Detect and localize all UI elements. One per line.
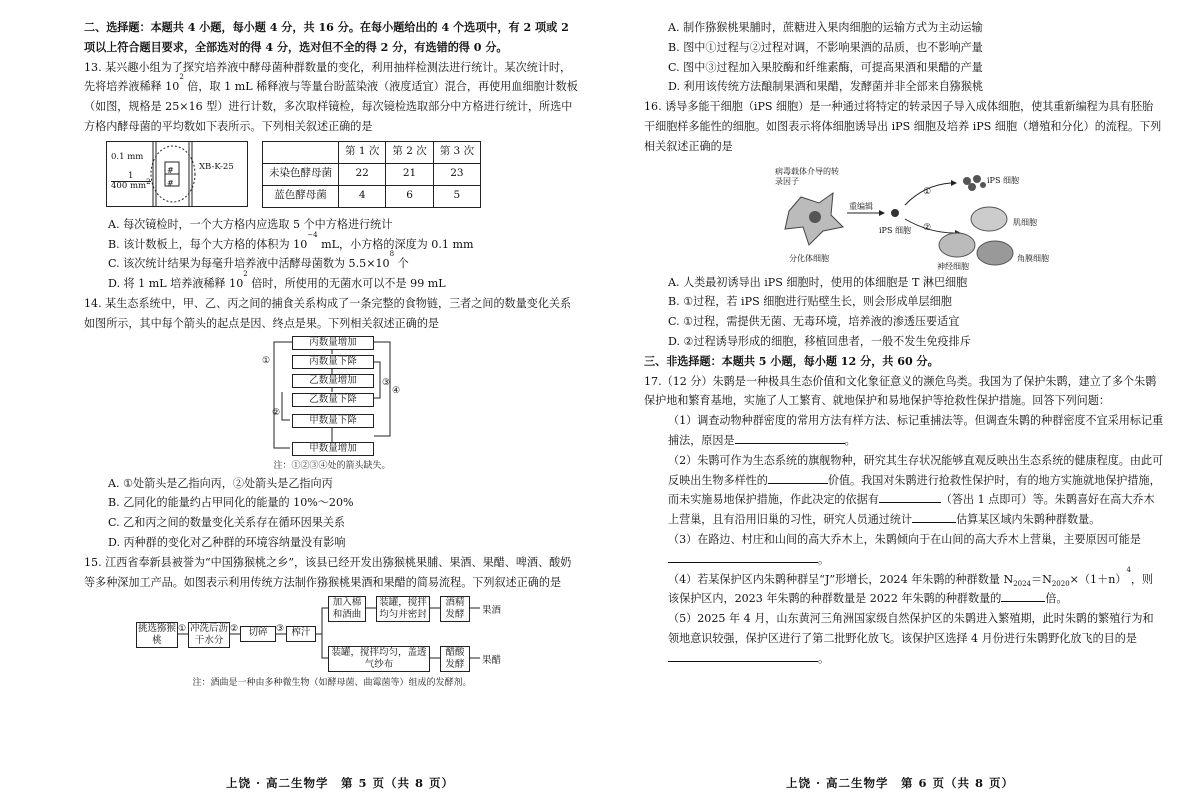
diagram-box: 甲数量增加 xyxy=(292,442,374,456)
q14-option-c: C. 乙和丙之间的数量变化关系存在循环因果关系 xyxy=(108,516,346,530)
chamber-depth: 0.1 mm xyxy=(111,151,144,162)
grid-mark-2: # xyxy=(167,178,174,188)
flow-mark-1: ① xyxy=(178,624,187,635)
label-muscle: 肌细胞 xyxy=(1013,217,1037,227)
q14-stem: 14. 某生态系统中，甲、乙、丙之间的捕食关系构成了一条完整的食物链，三者之间的数量变化关系如图所示，其中每个箭头的起点是因、终点是果。下列相关叙述正确的是 xyxy=(84,296,572,330)
flow-step-gauze: 装罐，搅拌均匀，盖透气纱布 xyxy=(328,646,430,672)
table-cell: 21 xyxy=(386,163,433,185)
chamber-model: XB-K-25 xyxy=(199,161,234,172)
table-cell: 蓝色酵母菌 xyxy=(263,185,339,207)
mark-3: ③ xyxy=(382,377,391,388)
flow-step-chop: 切碎 xyxy=(240,626,276,642)
flow-output-vinegar: 果醋 xyxy=(482,655,502,667)
diagram-box: 丙数量增加 xyxy=(292,336,374,350)
grid-mark-1: # xyxy=(167,165,174,175)
q17-part-4: （4）若某保护区内朱鹮种群呈“J”形增长，2024 年朱鹮的种群数量 $N_{2024}=N_{2020}\times(1+n)^4$，则该保护区内，2023 年朱鹮的种群数量是 2022 年朱鹮的种群数量的 倍。 xyxy=(668,565,1154,606)
flow-mark-3: ③ xyxy=(276,624,285,635)
flow-step-select: 挑选猕猴桃 xyxy=(137,623,176,647)
q14-causal-diagram xyxy=(262,336,402,458)
mark-2: ② xyxy=(272,407,281,418)
mark-4: ④ xyxy=(392,385,401,396)
q14-option-d: D. 丙种群的变化对乙种群的环境容纳量没有影响 xyxy=(108,535,346,549)
q15-option-b: B. 图中①过程与②过程对调，不影响果酒的品质，也不影响产量 xyxy=(668,40,983,54)
process-mark-2: ② xyxy=(923,222,932,233)
table-row xyxy=(263,163,481,185)
flow-step-alcohol: 酒精发酵 xyxy=(440,596,470,622)
q14-option-a: A. ①处箭头是乙指向丙，②处箭头是乙指向丙 xyxy=(108,476,333,490)
q15-flow-diagram xyxy=(132,596,532,674)
q16-option-d: D. ②过程诱导形成的细胞，移植回患者，一般不发生免疫排斥 xyxy=(668,334,971,348)
table-cell: 23 xyxy=(433,163,480,185)
flow-step-acetic: 醋酸发酵 xyxy=(440,646,470,672)
mark-1: ① xyxy=(262,355,271,366)
q17-part-1: （1）调查动物种群密度的常用方法有样方法、标记重捕法等。但调查朱鹮的种群密度不宜采用标记重捕法，原因是 。 xyxy=(668,414,1164,447)
q17-stem: 17.（12 分）朱鹮是一种极具生态价值和文化象征意义的濒危鸟类。我国为了保护朱鹮，建立了多个朱鹮保护地和繁育基地，实施了人工繁育、就地保护和易地保护等抢救性保护措施。回答下列问题： xyxy=(644,374,1157,408)
table-header xyxy=(263,141,339,163)
flow-output-wine: 果酒 xyxy=(482,605,502,617)
q13-stem: 13. 某兴趣小组为了探究培养液中酵母菌种群数量的变化，利用抽样检测法进行统计。某次统计时，先将培养液稀释 $10^2$ 倍，取 1 mL 稀释液与等量台盼蓝染液（液度适宜）混合，再使用血细胞计数板（如图，规格是 25×16 型）进行计数，多次取样镜检，每次镜检选取部分中方格进行统计，所选中方格内酵母菌的平均数如下表所示。下列相关叙述正确的是 xyxy=(84,60,578,133)
q17-part-2: （2）朱鹮可作为生态系统的旗舰物种，研究其生存状况能够直观反映出生态系统的健康程度。由此可反映出生物多样性的 价值。我国对朱鹮进行抢救性保护时，有的地方实施就地保护措施，而未实施易地保护措施，作此决定的依据有 （答出 1 点即可）等。朱鹮喜好在高大乔木上营巢，且有沿用旧巢的习性，研究人员通过统计 估算某区域内朱鹮种群数量。 xyxy=(668,453,1164,527)
table-header: 第 2 次 xyxy=(386,141,433,163)
answer-blank[interactable] xyxy=(735,431,845,444)
flow-step-seal: 装罐，搅拌均匀并密封 xyxy=(376,596,430,622)
table-header-row xyxy=(263,141,481,163)
section-2-title: 二、选择题：本题共 4 小题，每小题 4 分，共 16 分。在每小题给出的 4 个选项中，有 2 项或 2 项以上符合题目要求，全部选对的得 4 分，选对但不全的得 2 分，有选错的得 0 分。 xyxy=(84,21,569,54)
label-vector: 病毒载体介导的转录因子 xyxy=(775,166,839,186)
flow-mark-2: ② xyxy=(230,624,239,635)
answer-blank[interactable] xyxy=(1001,589,1045,602)
diagram-box: 乙数量下降 xyxy=(292,393,374,407)
q15-option-c: C. 图中③过程加入果胶酶和纤维素酶，可提高果酒和果醋的产量 xyxy=(668,60,983,74)
table-header: 第 3 次 xyxy=(433,141,480,163)
table-cell: 未染色酵母菌 xyxy=(263,163,339,185)
section-3-title: 三、非选择题：本题共 5 小题，每小题 12 分，共 60 分。 xyxy=(644,354,939,368)
process-mark-1: ① xyxy=(923,186,932,197)
q16-option-b: B. ①过程，若 iPS 细胞进行贴壁生长，则会形成单层细胞 xyxy=(668,295,952,309)
diagram-box: 甲数量下降 xyxy=(292,414,374,428)
table-cell: 6 xyxy=(386,185,433,207)
q13-option-b: B. 该计数板上，每个大方格的体积为 $10^{-4}$ mL，小方格的深度为 0.1 mm xyxy=(108,230,474,251)
q16-option-c: C. ①过程，需提供无菌、无毒环境，培养液的渗透压要适宜 xyxy=(668,315,960,329)
table-cell: 22 xyxy=(339,163,386,185)
yeast-count-table xyxy=(262,141,481,208)
table-row xyxy=(263,185,481,207)
diagram-box: 丙数量下降 xyxy=(292,355,374,369)
flow-step-wash: 冲洗后沥干水分 xyxy=(189,623,228,647)
q15-note: 注：酒曲是一种由多种微生物（如酵母菌、曲霉菌等）组成的发酵剂。 xyxy=(192,678,472,689)
q15-option-d: D. 利用该传统方法酿制果酒和果醋，发酵菌并非全部来自猕猴桃 xyxy=(668,80,984,94)
page-footer: 上饶 · 高二生物学 第 5 页（共 8 页） xyxy=(226,776,455,790)
label-nerve: 神经细胞 xyxy=(937,261,969,271)
label-ips-2: iPS 细胞 xyxy=(987,175,1019,185)
page-6 xyxy=(600,0,1200,797)
label-ips: iPS 细胞 xyxy=(879,225,911,235)
q14-option-b: B. 乙同化的能量约占甲同化的能量的 10%～20% xyxy=(108,496,354,510)
diagram-box: 乙数量增加 xyxy=(292,374,374,388)
page-footer: 上饶 · 高二生物学 第 6 页（共 8 页） xyxy=(786,776,1015,790)
q17-part-5: （5）2025 年 4 月，山东黄河三角洲国家级自然保护区的朱鹮进入繁殖期，此时朱鹮的繁殖行为和领地意识较强，保护区进行了第二批野化放飞。该保护区选择 4 月份进行朱鹮野化放飞的目的是。 xyxy=(668,612,1154,665)
table-header: 第 1 次 xyxy=(339,141,386,163)
q15-option-a: A. 制作猕猴桃果脯时，蔗糖进入果肉细胞的运输方式为主动运输 xyxy=(668,21,983,34)
table-cell: 4 xyxy=(339,185,386,207)
q13-figures xyxy=(84,139,580,211)
label-cornea: 角膜细胞 xyxy=(1017,253,1049,263)
table-cell: 5 xyxy=(433,185,480,207)
answer-blank[interactable] xyxy=(879,490,941,503)
q13-option-a: A. 每次镜检时，一个大方格内应选取 5 个中方格进行统计 xyxy=(108,217,393,231)
chamber-area: 1 400 $mm^2$ xyxy=(111,170,151,191)
answer-blank[interactable] xyxy=(768,471,828,484)
q15-stem: 15. 江西省奉新县被誉为“中国猕猴桃之乡”，该县已经开发出猕猴桃果脯、果酒、果醋、啤酒、酸奶等多种深加工产品。如图表示利用传统方法制作猕猴桃果酒和果醋的简易流程。下列叙述正确的是 xyxy=(84,555,572,589)
q14-note: 注：①②③④处的箭头缺失。 xyxy=(273,460,391,471)
q13-option-c: C. 该次统计结果为每毫升培养液中活酵母菌数为 $5.5\times 10^8$ 个 xyxy=(108,250,409,271)
q13-option-d: D. 将 1 mL 培养液稀释 $10^2$ 倍时，所使用的无菌水可以不是 99 mL xyxy=(108,270,446,291)
q16-ips-diagram xyxy=(739,161,1069,269)
counting-chamber-diagram xyxy=(106,141,248,207)
label-somatic: 分化体细胞 xyxy=(789,253,829,263)
flow-step-juice: 榨汁 xyxy=(286,626,316,642)
q17-part-3: （3）在路边、村庄和山间的高大乔木上，朱鹮倾向于在山间的高大乔木上营巢，主要原因可能是。 xyxy=(668,532,1142,566)
answer-blank[interactable] xyxy=(668,550,818,563)
flow-step-add: 加入棉和酒曲 xyxy=(328,596,366,622)
q16-stem: 16. 诱导多能干细胞（iPS 细胞）是一种通过将特定的转录因子导入成体细胞，使其重新编程为具有胚胎干细胞样多能性的细胞。如图表示将体细胞诱导出 iPS 细胞及培养 iPS 细胞（增殖和分化）的流程。下列相关叙述正确的是 xyxy=(644,100,1162,153)
q16-option-a: A. 人类最初诱导出 iPS 细胞时，使用的体细胞是 T 淋巴细胞 xyxy=(668,275,968,289)
label-reprogram: 重编辑 xyxy=(849,201,873,211)
answer-blank[interactable] xyxy=(912,510,956,523)
answer-blank[interactable] xyxy=(668,649,818,662)
